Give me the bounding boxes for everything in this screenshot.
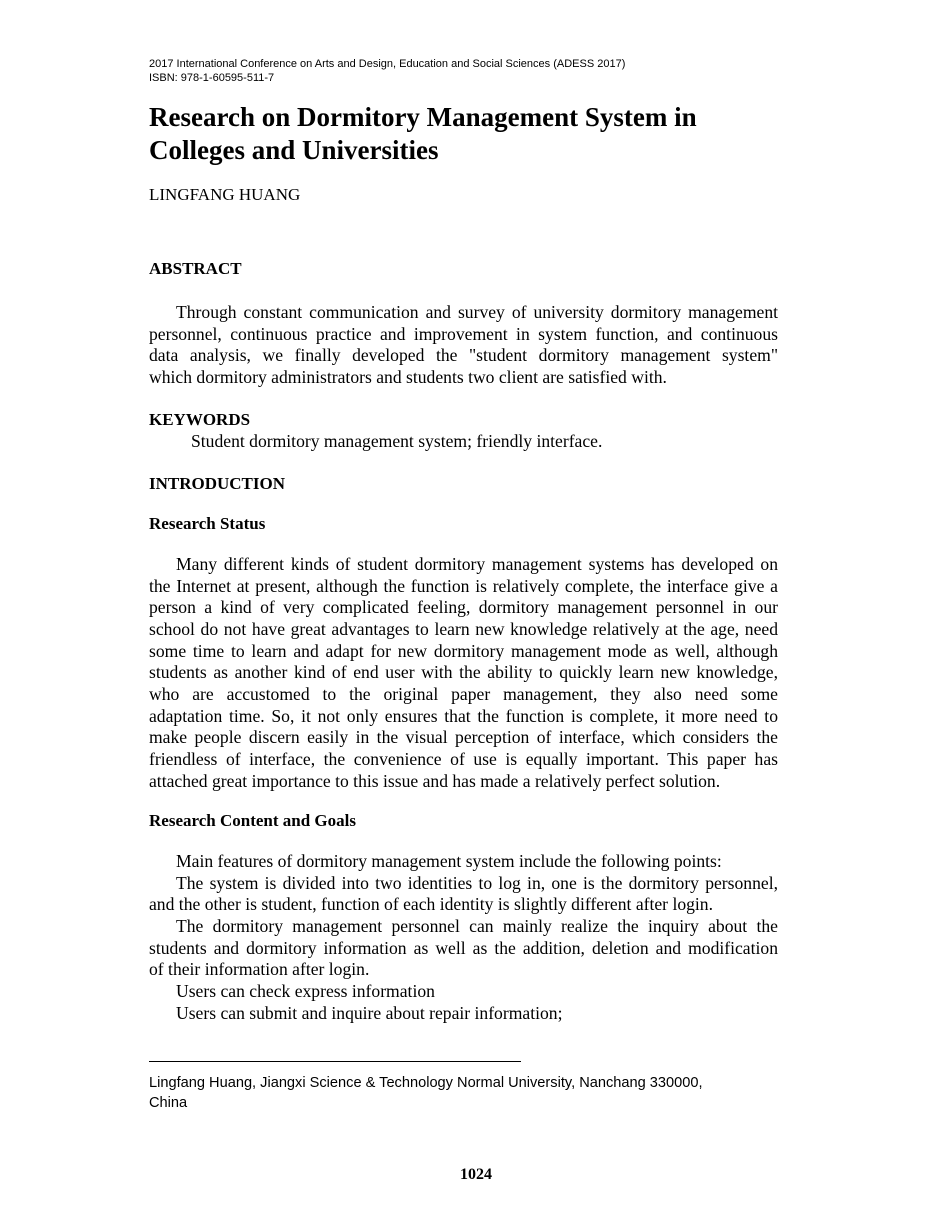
abstract-heading: ABSTRACT bbox=[149, 259, 242, 278]
conference-name: 2017 International Conference on Arts and Design, Education and Social Sciences (ADESS 2017) bbox=[149, 58, 626, 70]
footnote-line: China bbox=[149, 1095, 188, 1111]
text-line: students as another kind of end user with the ability to quickly learn new knowledge, bbox=[149, 662, 778, 683]
conference-header bbox=[149, 57, 625, 85]
footnote-rule bbox=[149, 1061, 521, 1062]
text-line: Through constant communication and survey of university dormitory management bbox=[176, 302, 778, 322]
isbn: ISBN: 978-1-60595-511-7 bbox=[149, 72, 275, 84]
text-line: and the other is student, function of each identity is slightly different after login. bbox=[149, 894, 714, 915]
text-line: which dormitory administrators and students two client are satisfied with. bbox=[149, 366, 667, 387]
text-line: the Internet at present, although the function is relatively complete, the interface give a bbox=[149, 575, 778, 596]
paper-title bbox=[149, 101, 697, 167]
research-status-heading: Research Status bbox=[149, 514, 266, 533]
keywords-heading: KEYWORDS bbox=[149, 410, 251, 429]
title-line: Research on Dormitory Management System in bbox=[149, 102, 697, 132]
introduction-heading: INTRODUCTION bbox=[149, 474, 286, 493]
abstract-text bbox=[149, 302, 778, 389]
text-line: Users can check express information bbox=[176, 980, 435, 1001]
text-line: The dormitory management personnel can mainly realize the inquiry about the bbox=[176, 915, 778, 936]
text-line: some time to learn and adapt for new dormitory management mode as well, although bbox=[149, 640, 778, 661]
research-content-heading: Research Content and Goals bbox=[149, 811, 356, 830]
text-line: school do not have great advantages to learn new knowledge relatively at the age, need bbox=[149, 618, 778, 639]
keywords-text: Student dormitory management system; friendly interface. bbox=[191, 431, 603, 451]
text-line: attached great importance to this issue and has made a relatively perfect solution. bbox=[149, 770, 721, 791]
text-line: Main features of dormitory management system include the following points: bbox=[176, 851, 722, 871]
author: LINGFANG HUANG bbox=[149, 185, 301, 204]
research-status-text bbox=[149, 554, 778, 792]
text-line: Many different kinds of student dormitory management systems has developed on bbox=[176, 554, 778, 574]
footnote bbox=[149, 1073, 789, 1113]
footnote-line: Lingfang Huang, Jiangxi Science & Technology Normal University, Nanchang 330000, bbox=[149, 1075, 703, 1091]
text-line: person a kind of very complicated feeling, dormitory management personnel in our bbox=[149, 597, 778, 618]
text-line: of their information after login. bbox=[149, 959, 370, 980]
text-line: students and dormitory information as well as the addition, deletion and modification bbox=[149, 937, 778, 958]
text-line: make people discern easily in the visual perception of interface, which considers the bbox=[149, 727, 778, 748]
text-line: personnel, continuous practice and improvement in system function, and continuous bbox=[149, 323, 778, 344]
page-number: 1024 bbox=[460, 1166, 492, 1183]
research-content-text bbox=[149, 851, 778, 1024]
text-line: friendless of interface, the convenience of use is equally important. This paper has bbox=[149, 748, 778, 769]
text-line: data analysis, we finally developed the "student dormitory management system" bbox=[149, 345, 778, 366]
text-line: Users can submit and inquire about repair information; bbox=[176, 1002, 563, 1023]
text-line: adaptation time. So, it not only ensures that the function is complete, it more need to bbox=[149, 705, 778, 726]
text-line: who are accustomed to the original paper management, they also need some bbox=[149, 683, 778, 704]
text-line: The system is divided into two identities to log in, one is the dormitory personnel, bbox=[176, 872, 778, 893]
title-line: Colleges and Universities bbox=[149, 135, 439, 165]
